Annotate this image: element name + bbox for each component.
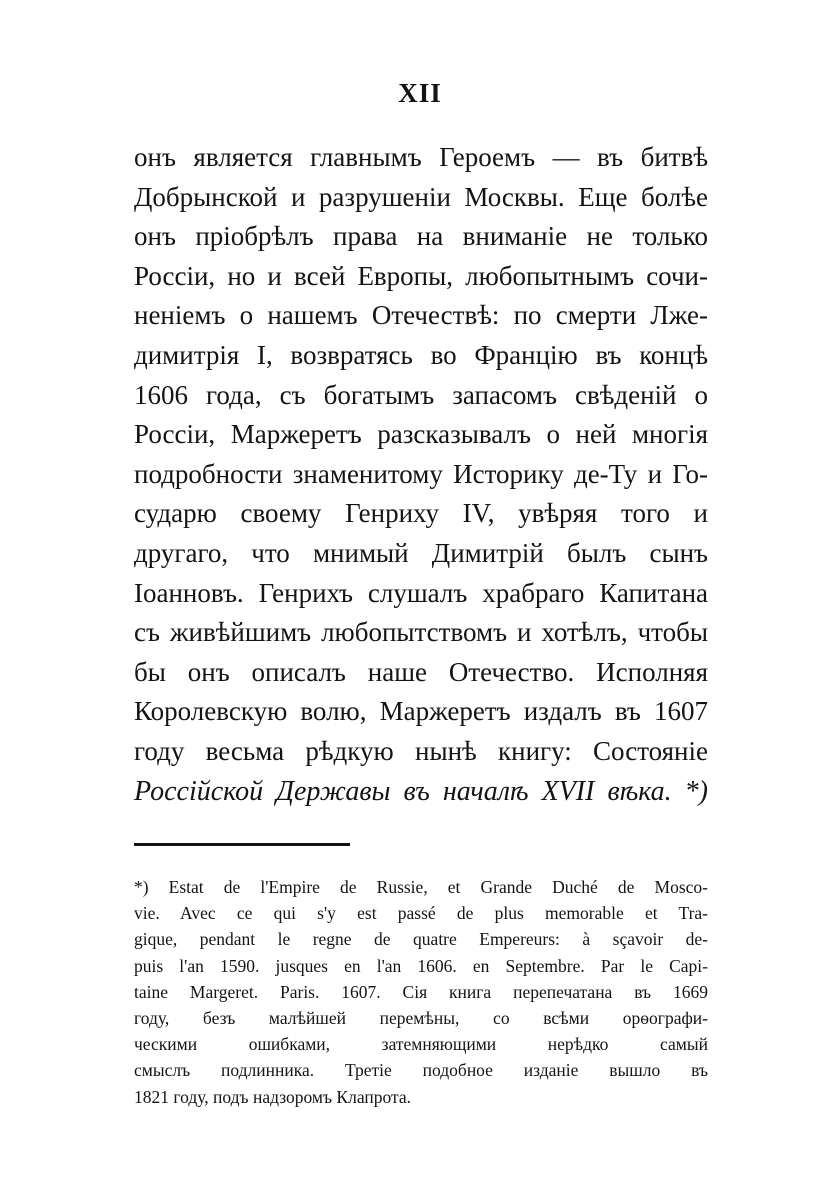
text-line: Россіи, но и всей Европы, любопытнымъ сочи- bbox=[134, 260, 708, 291]
text-line: 1606 года, съ богатымъ запасомъ свѣденій о bbox=[134, 379, 708, 410]
text-line: неніемъ о нашемъ Отечествѣ: по смерти Лже- bbox=[134, 300, 708, 331]
text-line: Королевскую волю, Маржеретъ издалъ въ 1607 bbox=[134, 696, 708, 727]
footnote-line: puis l'an 1590. jusques en l'an 1606. en Septembre. Par le Capi- bbox=[134, 955, 708, 976]
footnote-line: смыслъ подлинника. Третіе подобное изданіе вышло въ bbox=[134, 1060, 708, 1081]
text-line: димитрія I, возвратясь во Францію въ концѣ bbox=[134, 339, 708, 370]
text-line: онъ пріобрѣлъ права на вниманіе не только bbox=[134, 221, 708, 252]
text-line: Россіи, Маржеретъ разсказывалъ о ней многія bbox=[134, 419, 708, 450]
text-line: бы онъ описалъ наше Отечество. Исполняя bbox=[134, 656, 708, 687]
text-line: другаго, что мнимый Димитрій былъ сынъ bbox=[134, 537, 708, 568]
text-line: сударю своему Генриху IV, увѣряя того и bbox=[134, 498, 708, 529]
text-line: году весьма рѣдкую нынѣ книгу: Состояніе bbox=[134, 735, 708, 766]
text-line: Іоанновъ. Генрихъ слушалъ храбраго Капитана bbox=[134, 577, 708, 608]
text-line: подробности знаменитому Историку де-Ту и Го- bbox=[134, 458, 708, 489]
page-number: XII bbox=[398, 78, 442, 108]
footnote-line: году, безъ малѣйшей перемѣны, со всѣми орѳографи- bbox=[134, 1007, 708, 1028]
text-line: онъ является главнымъ Героемъ — въ битвѣ bbox=[134, 142, 708, 172]
text-line-italic-title: Россійской Державы въ началѣ XVII вѣка. *) bbox=[134, 775, 708, 807]
footnote-line: gique, pendant le regne de quatre Empereurs: à sçavoir de- bbox=[134, 929, 708, 950]
body-text bbox=[134, 138, 708, 811]
footnote-rule bbox=[134, 843, 350, 846]
footnote bbox=[134, 874, 708, 1110]
text-line: съ живѣйшимъ любопытствомъ и хотѣлъ, чтобы bbox=[134, 617, 708, 648]
footnote-line: 1821 году, подъ надзоромъ Клапрота. bbox=[134, 1086, 412, 1107]
footnote-line: taine Margeret. Paris. 1607. Сія книга перепечатана въ 1669 bbox=[134, 981, 708, 1002]
footnote-line: vie. Avec ce qui s'y est passé de plus memorable et Tra- bbox=[134, 903, 708, 924]
footnote-line: *) Estat de l'Empire de Russie, et Grande Duché de Mosco- bbox=[134, 877, 708, 897]
footnote-line: ческими ошибками, затемняющими нерѣдко самый bbox=[134, 1034, 708, 1055]
text-line: Добрынской и разрушеніи Москвы. Еще болѣе bbox=[134, 181, 708, 212]
